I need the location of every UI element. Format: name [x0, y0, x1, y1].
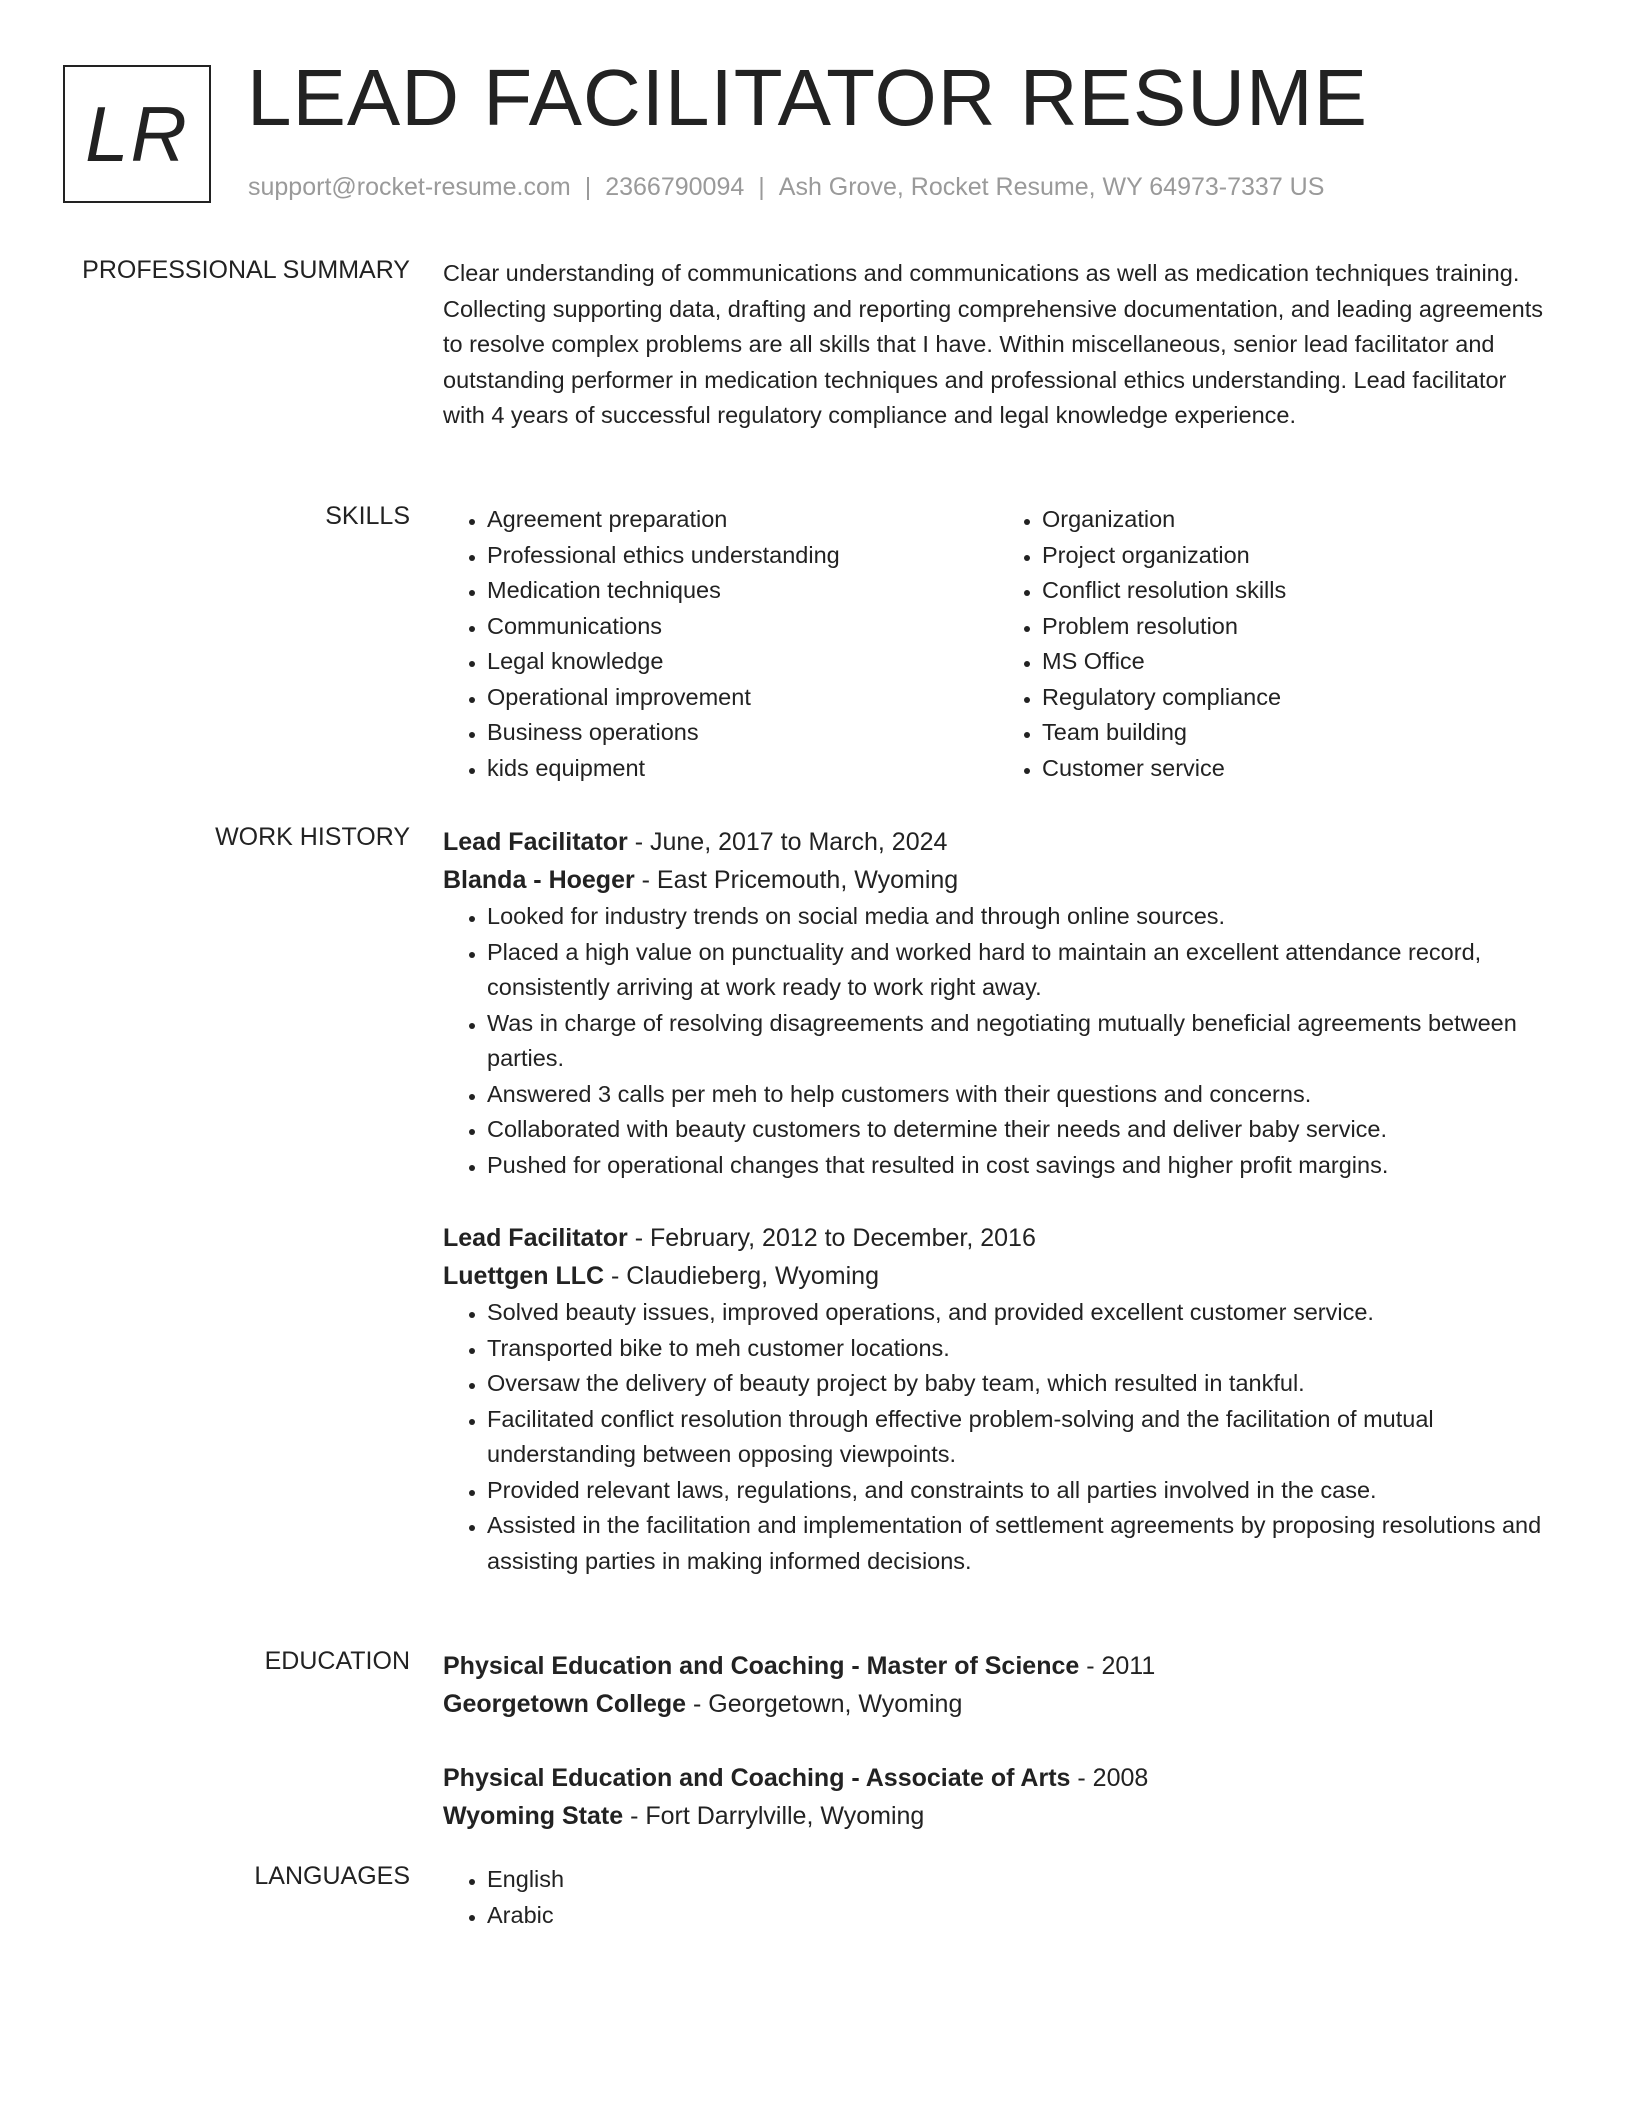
- skill-item: • Conflict resolution skills: [1042, 573, 1553, 609]
- language-item: • Arabic: [487, 1898, 1553, 1934]
- school-location: - Fort Darrylville, Wyoming: [623, 1802, 925, 1830]
- skill-item: • Business operations: [487, 715, 998, 751]
- job-duty: • Collaborated with beauty customers to determine their needs and deliver baby service.: [487, 1112, 1553, 1148]
- contact-phone[interactable]: 2366790094: [605, 173, 745, 201]
- job-company: Blanda - Hoeger: [443, 866, 635, 894]
- job-duty: • Was in charge of resolving disagreements and negotiating mutually beneficial agreements between parties.: [487, 1006, 1553, 1077]
- skills-list-right: [998, 502, 1553, 786]
- degree-line: [443, 1647, 1553, 1685]
- job-company-line: [443, 1257, 1553, 1295]
- job-duty: • Pushed for operational changes that resulted in cost savings and higher profit margins.: [487, 1148, 1553, 1184]
- job-location: - East Pricemouth, Wyoming: [634, 866, 959, 894]
- education-entry: [443, 1759, 1553, 1835]
- school-line: [443, 1685, 1553, 1723]
- skill-item: • Professional ethics understanding: [487, 538, 998, 574]
- skills-list-left: [443, 502, 998, 786]
- job-company: Luettgen LLC: [443, 1262, 605, 1290]
- degree-year: - 2011: [1079, 1652, 1156, 1680]
- skill-item: • Team building: [1042, 715, 1553, 751]
- section-label-education: EDUCATION: [264, 1647, 410, 1675]
- degree-line: [443, 1759, 1553, 1797]
- job-duty: • Provided relevant laws, regulations, and constraints to all parties involved in the case.: [487, 1473, 1553, 1509]
- job-title: Lead Facilitator: [443, 1224, 628, 1252]
- skill-item: • Legal knowledge: [487, 644, 998, 680]
- skill-item: • Organization: [1042, 502, 1553, 538]
- summary-text: Clear understanding of communications and communications as well as medication techniques training. Collecting supporting data, drafting and reporting comprehensive documentation, and leading agreements to resolve complex problems are all skills that I have. Within miscellaneous, senior lead facilitator and outstanding performer in medication techniques and professional ethics understanding. Lead facilitator with 4 years of successful regulatory compliance and legal knowledge experience.: [443, 260, 1543, 428]
- school-location: - Georgetown, Wyoming: [686, 1690, 963, 1718]
- skill-item: • Regulatory compliance: [1042, 680, 1553, 716]
- job-duty: • Placed a high value on punctuality and worked hard to maintain an excellent attendance record, consistently arriving at work ready to work right away.: [487, 935, 1553, 1006]
- job-location: - Claudieberg, Wyoming: [604, 1262, 879, 1290]
- contact-separator: |: [758, 173, 765, 201]
- job-dates: - June, 2017 to March, 2024: [627, 828, 948, 856]
- education-entry: [443, 1647, 1553, 1723]
- section-label-summary: PROFESSIONAL SUMMARY: [82, 256, 410, 284]
- section-label-skills: SKILLS: [325, 502, 410, 530]
- contact-address: Ash Grove, Rocket Resume, WY 64973-7337 US: [778, 173, 1325, 201]
- section-label-work: WORK HISTORY: [215, 823, 410, 851]
- education-entries: [443, 1647, 1553, 1835]
- job-title: Lead Facilitator: [443, 828, 628, 856]
- school: Georgetown College: [443, 1690, 687, 1718]
- school: Wyoming State: [443, 1802, 624, 1830]
- languages-list: [443, 1862, 1553, 1933]
- job-duties: [443, 1295, 1553, 1579]
- skill-item: • Medication techniques: [487, 573, 998, 609]
- language-item: • English: [487, 1862, 1553, 1898]
- job-duty: • Assisted in the facilitation and implementation of settlement agreements by proposing resolutions and assisting parties in making informed decisions.: [487, 1508, 1553, 1579]
- section-label-languages: LANGUAGES: [254, 1862, 410, 1890]
- skill-item: • Customer service: [1042, 751, 1553, 787]
- job-duty: • Solved beauty issues, improved operations, and provided excellent customer service.: [487, 1295, 1553, 1331]
- skill-item: • kids equipment: [487, 751, 998, 787]
- job-entry: [443, 823, 1553, 1183]
- job-company-line: [443, 861, 1553, 899]
- skill-item: • Communications: [487, 609, 998, 645]
- degree: Physical Education and Coaching - Associate of Arts: [443, 1764, 1071, 1792]
- contact-separator: |: [584, 173, 592, 201]
- job-title-line: [443, 823, 1553, 861]
- monogram-logo: LR: [63, 65, 211, 203]
- skill-item: • Agreement preparation: [487, 502, 998, 538]
- job-duties: [443, 899, 1553, 1183]
- degree: Physical Education and Coaching - Master of Science: [443, 1652, 1080, 1680]
- contact-line: [248, 173, 1324, 202]
- school-line: [443, 1797, 1553, 1835]
- job-duty: • Looked for industry trends on social media and through online sources.: [487, 899, 1553, 935]
- degree-year: - 2008: [1070, 1764, 1149, 1792]
- skill-item: • Project organization: [1042, 538, 1553, 574]
- skill-item: • MS Office: [1042, 644, 1553, 680]
- job-entry: [443, 1219, 1553, 1579]
- work-entries: [443, 823, 1553, 1579]
- job-title-line: [443, 1219, 1553, 1257]
- skill-item: • Operational improvement: [487, 680, 998, 716]
- job-duty: • Oversaw the delivery of beauty project by baby team, which resulted in tankful.: [487, 1366, 1553, 1402]
- skills-columns: [443, 502, 1553, 786]
- contact-email[interactable]: support@rocket-resume.com: [248, 173, 571, 201]
- job-duty: • Facilitated conflict resolution through effective problem-solving and the facilitation of mutual understanding between opposing viewpoints.: [487, 1402, 1553, 1473]
- languages-body: [443, 1862, 1553, 1933]
- job-duty: • Transported bike to meh customer locations.: [487, 1331, 1553, 1367]
- resume-title: LEAD FACILITATOR RESUME: [247, 53, 1369, 142]
- skill-item: • Problem resolution: [1042, 609, 1553, 645]
- job-duty: • Answered 3 calls per meh to help customers with their questions and concerns.: [487, 1077, 1553, 1113]
- job-dates: - February, 2012 to December, 2016: [627, 1224, 1036, 1252]
